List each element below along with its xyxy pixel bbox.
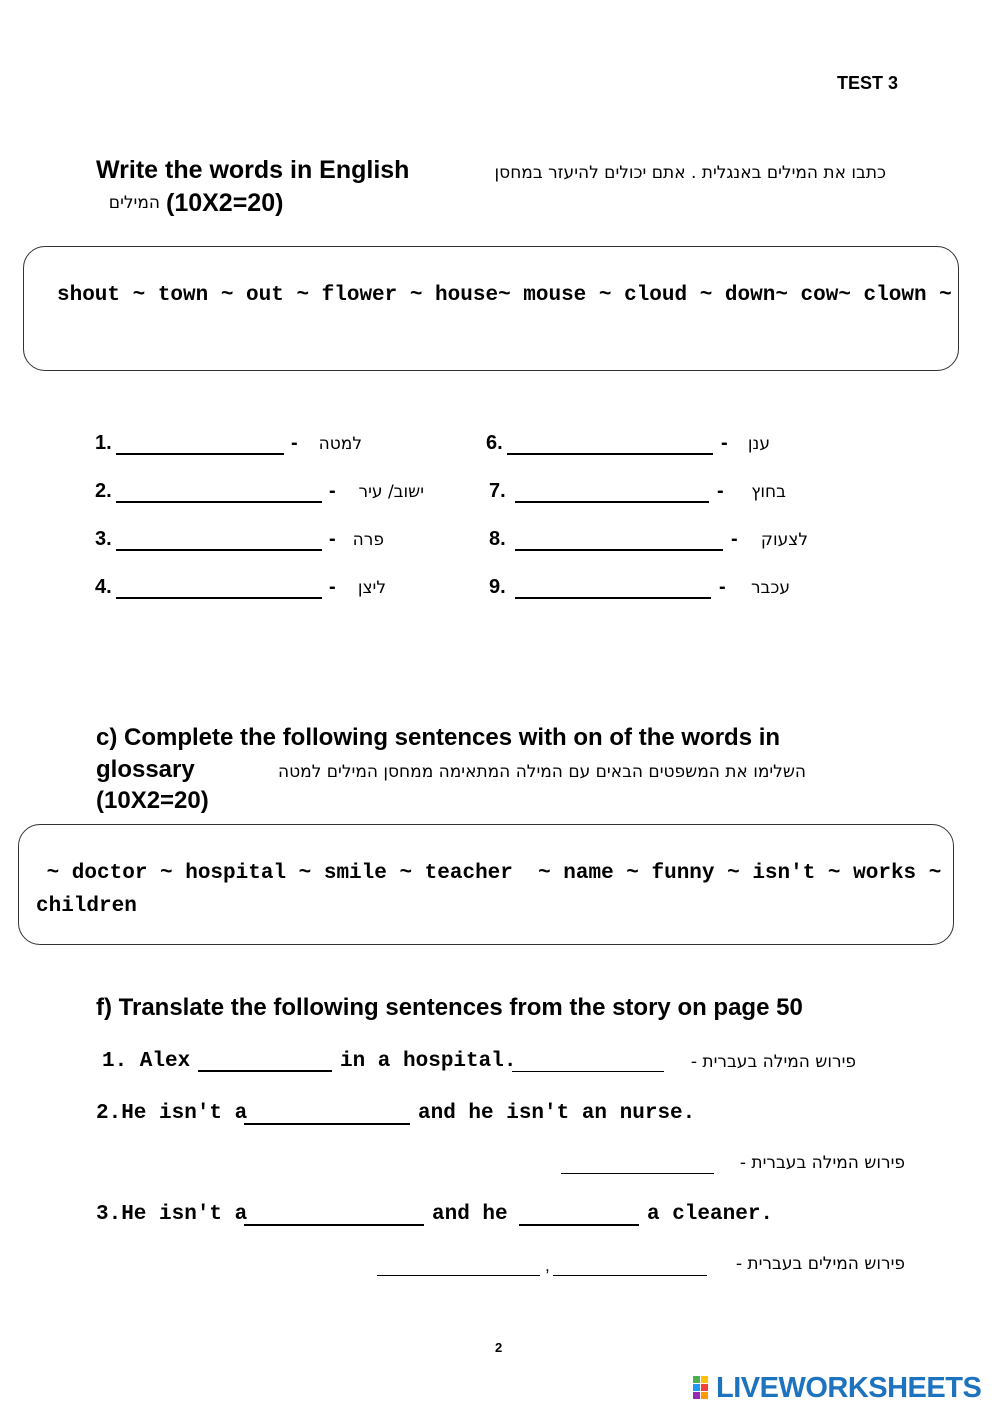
hebrew-word: בחוץ (751, 482, 786, 502)
dash: - (329, 480, 336, 502)
sentence-1-translation-blank[interactable] (512, 1071, 664, 1072)
sentence-1-start: 1. Alex (102, 1050, 191, 1073)
sentence-3-middle: and he (432, 1203, 508, 1226)
section-a-score: (10X2=20) (166, 189, 284, 217)
answer-blank[interactable] (116, 549, 322, 551)
answer-blank[interactable] (116, 453, 284, 455)
hebrew-word: ענן (747, 434, 770, 454)
section-a-title: Write the words in English (96, 156, 410, 184)
dash: - (717, 480, 724, 502)
dash: - (329, 576, 336, 598)
sentence-1-end: in a hospital. (340, 1050, 517, 1073)
section-a-hebrew-instruction: כתבו את המילים באנגלית . אתם יכולים להיעזר במחסן (494, 163, 886, 183)
answer-blank[interactable] (116, 597, 322, 599)
sentence-3-translation-blank-2[interactable] (553, 1275, 707, 1276)
item-number: 1. (95, 432, 112, 454)
item-number: 6. (486, 432, 503, 454)
section-c-title: c) Complete the following sentences with on of the words in (96, 724, 781, 751)
liveworksheets-logo-icon (693, 1376, 715, 1400)
sentence-3-blank-1[interactable] (244, 1224, 424, 1226)
answer-blank[interactable] (515, 501, 709, 503)
answer-blank[interactable] (515, 597, 711, 599)
word-bank-box (23, 246, 959, 371)
sentence-3-comma: , (545, 1256, 550, 1275)
hebrew-word: לצעוק (760, 530, 808, 550)
sentence-2-end: and he isn't an nurse. (418, 1102, 696, 1125)
sentence-3-end: a cleaner. (647, 1203, 774, 1226)
dash: - (731, 528, 738, 550)
word-bank-c: ~ doctor ~ hospital ~ smile ~ teacher ~ name ~ funny ~ isn't ~ works ~ (34, 862, 942, 885)
sentence-3-hebrew-label: פירוש המילים בעברית - (735, 1254, 905, 1274)
dash: - (721, 432, 728, 454)
liveworksheets-brand[interactable]: LIVEWORKSHEETS (716, 1372, 982, 1404)
sentence-3-translation-blank-1[interactable] (377, 1275, 540, 1276)
hebrew-word: ישוב/ עיר (358, 482, 424, 502)
word-bank-c-2: children (36, 895, 137, 918)
item-number: 2. (95, 480, 112, 502)
hebrew-word: ליצן (357, 578, 386, 598)
section-c-title-2: glossary (96, 756, 195, 783)
sentence-1-hebrew-label: פירוש המילה בעברית - (690, 1052, 856, 1072)
item-number: 8. (489, 528, 506, 550)
test-label: TEST 3 (837, 73, 899, 93)
sentence-3-start: 3.He isn't a (96, 1203, 248, 1226)
section-a-hebrew-instruction-2: המילים (108, 193, 160, 213)
item-number: 4. (95, 576, 112, 598)
hebrew-word: פרה (352, 530, 384, 550)
word-bank-a: shout ~ town ~ out ~ flower ~ house~ mouse ~ cloud ~ down~ cow~ clown ~ (57, 284, 952, 307)
dash: - (329, 528, 336, 550)
sentence-2-translation-blank[interactable] (561, 1173, 714, 1174)
dash: - (291, 432, 298, 454)
item-number: 7. (489, 480, 506, 502)
item-number: 9. (489, 576, 506, 598)
sentence-2-hebrew-label: פירוש המילה בעברית - (739, 1153, 905, 1173)
section-c-score: (10X2=20) (96, 787, 209, 814)
hebrew-word: עכבר (750, 578, 790, 598)
hebrew-word: למטה (318, 434, 362, 454)
sentence-3-blank-2[interactable] (519, 1224, 639, 1226)
dash: - (719, 576, 726, 598)
section-f-title: f) Translate the following sentences from the story on page 50 (96, 994, 803, 1021)
sentence-2-blank[interactable] (244, 1123, 410, 1125)
sentence-1-blank[interactable] (198, 1070, 332, 1072)
answer-blank[interactable] (116, 501, 322, 503)
item-number: 3. (95, 528, 112, 550)
answer-blank[interactable] (515, 549, 723, 551)
section-c-hebrew-instruction: השלימו את המשפטים הבאים עם המילה המתאימה ממחסן המילים למטה (278, 762, 806, 782)
answer-blank[interactable] (507, 453, 713, 455)
sentence-2-start: 2.He isn't a (96, 1102, 248, 1125)
page-number: 2 (495, 1340, 503, 1355)
